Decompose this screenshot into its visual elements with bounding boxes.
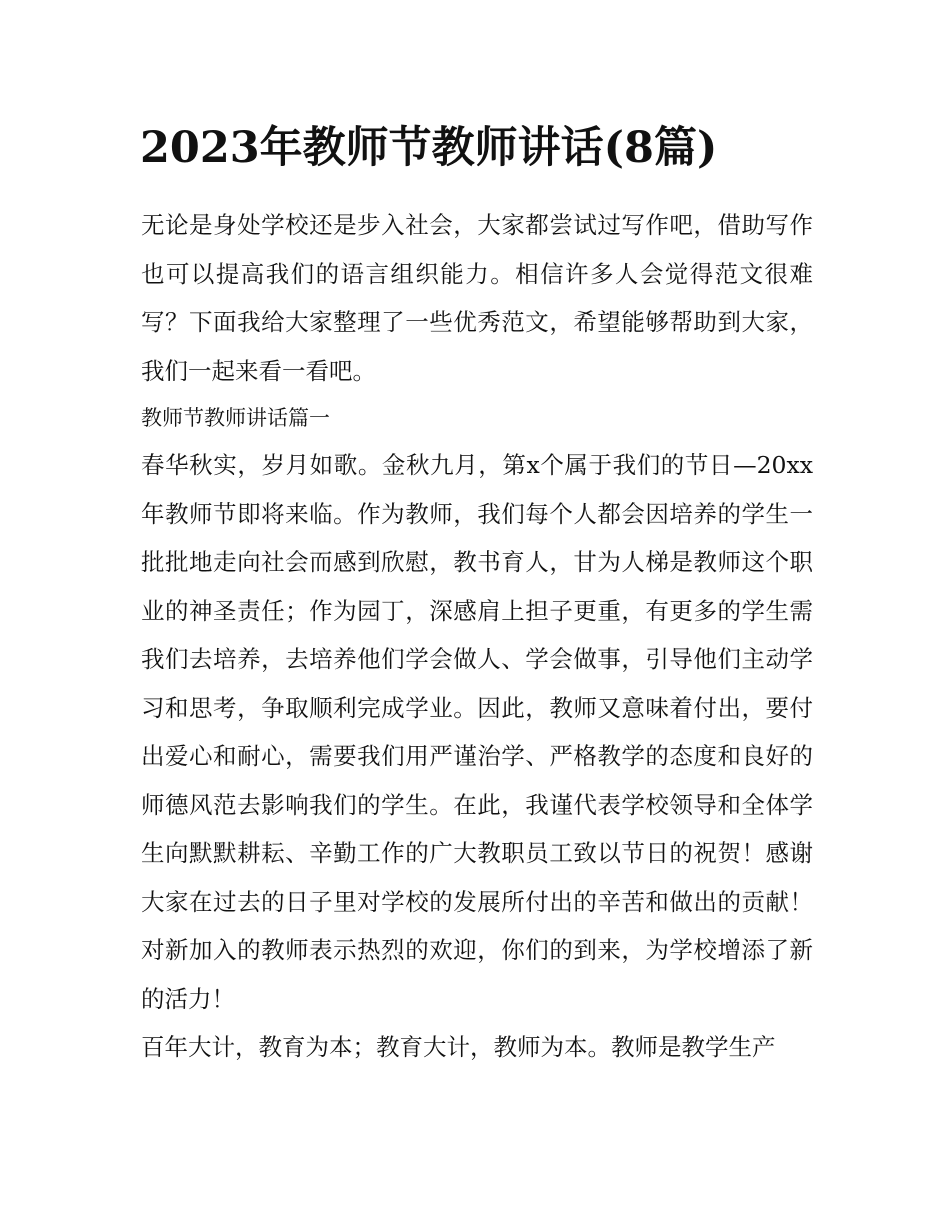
body-paragraph-1: 春华秋实，岁月如歌。金秋九月，第x个属于我们的节日—20xx年教师节即将来临。作为教师，我们每个人都会因培养的学生一批批地走向社会而感到欣慰，教书育人，甘为人梯是教师这个职业的神圣责任；作为园丁，深感肩上担子更重，有更多的学生需我们去培养，去培养他们学会做人、学会做事，引导他们主动学习和思考，争取顺利完成学业。因此，教师又意味着付出，要付出爱心和耐心，需要我们用严谨治学、严格教学的态度和良好的师德风范去影响我们的学生。在此，我谨代表学校领导和全体学生向默默耕耘、辛勤工作的广大教职员工致以节日的祝贺！感谢大家在过去的日子里对学校的发展所付出的辛苦和做出的贡献！对新加入的教师表示热烈的欢迎，你们的到来，为学校增添了新的活力！ [141, 451, 813, 1013]
document-body [141, 201, 813, 1072]
intro-paragraph: 无论是身处学校还是步入社会，大家都尝试过写作吧，借助写作也可以提高我们的语言组织能力。相信许多人会觉得范文很难写？下面我给大家整理了一些优秀范文，希望能够帮助到大家，我们一起来看一看吧。 [141, 211, 813, 385]
body-paragraph-2: 百年大计，教育为本；教育大计，教师为本。教师是教学生产 [141, 1033, 776, 1061]
section-heading: 教师节教师讲话篇一 [141, 406, 330, 430]
document-title: 2023年教师节教师讲话(8篇) [140, 123, 718, 173]
